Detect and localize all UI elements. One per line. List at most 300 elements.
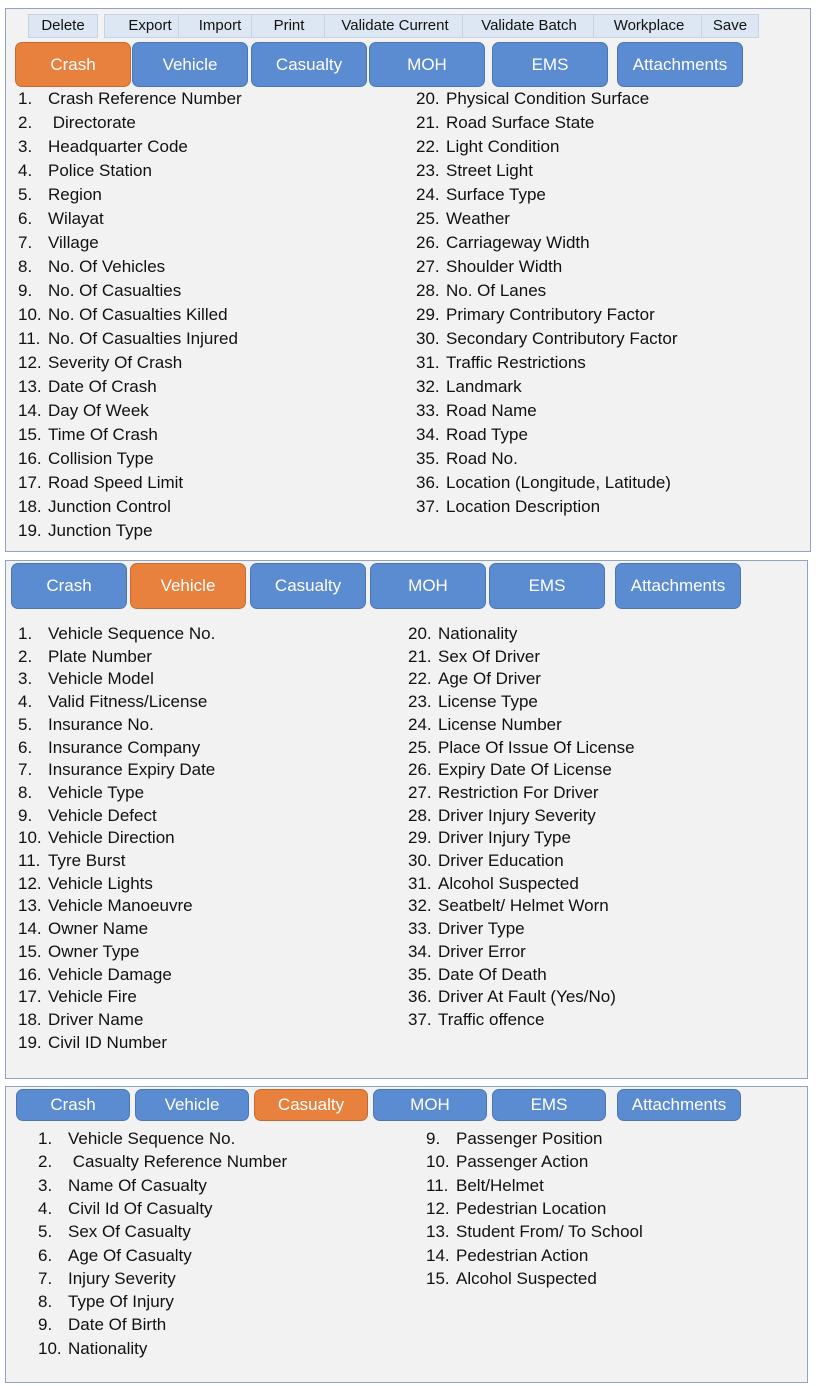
vehicle-field-item — [18, 828, 175, 848]
field-number: 10. — [426, 1152, 450, 1172]
field-label: Civil ID Number — [48, 1032, 168, 1052]
field-number: 10. — [18, 828, 42, 848]
field-number: 29. — [416, 305, 440, 324]
crash-field-item — [18, 209, 104, 229]
field-number: 1. — [38, 1129, 53, 1148]
field-label: Tyre Burst — [48, 851, 126, 870]
field-number: 37. — [416, 497, 440, 516]
field-number: 3. — [18, 669, 33, 689]
crash-field-item — [18, 473, 183, 493]
vehicle-field-item — [18, 987, 137, 1007]
field-number: 10. — [38, 1338, 62, 1358]
field-label: Junction Control — [48, 497, 171, 516]
field-label: Weather — [446, 209, 510, 228]
field-label: Shoulder Width — [446, 257, 563, 276]
field-label: Vehicle Type — [48, 782, 145, 802]
casualty-field-item — [38, 1222, 191, 1242]
casualty-field-item — [38, 1176, 207, 1196]
vehicle-tab-moh[interactable]: MOH — [370, 563, 486, 609]
vehicle-field-item — [18, 715, 154, 735]
vehicle-field-item — [408, 760, 612, 780]
field-number: 7. — [38, 1268, 53, 1288]
vehicle-field-item — [408, 692, 538, 712]
field-number: 8. — [18, 782, 33, 802]
field-number: 9. — [426, 1129, 441, 1148]
vehicle-field-item — [408, 965, 547, 985]
field-label: No. Of Casualties Injured — [48, 329, 238, 348]
vehicle-field-item — [408, 828, 571, 848]
vehicle-field-item — [408, 647, 540, 667]
field-number: 25. — [416, 209, 440, 228]
field-number: 11. — [18, 329, 41, 348]
crash-field-item — [416, 281, 546, 301]
field-number: 7. — [18, 233, 33, 252]
crash-field-item — [416, 137, 559, 157]
field-label: Driver Injury Severity — [438, 805, 596, 825]
field-label: Alcohol Suspected — [438, 873, 579, 893]
field-number: 22. — [416, 137, 440, 156]
field-label: Type Of Injury — [68, 1292, 174, 1312]
crash-field-item — [416, 329, 678, 349]
crash-field-item — [416, 425, 528, 445]
field-number: 36. — [416, 473, 440, 492]
crash-field-item — [18, 257, 165, 277]
crash-field-item — [416, 449, 518, 469]
casualty-tab-vehicle[interactable]: Vehicle — [135, 1089, 249, 1121]
field-number: 9. — [18, 281, 33, 300]
field-label: Driver Injury Type — [438, 828, 571, 848]
crash-field-item — [416, 377, 522, 397]
vehicle-field-item — [18, 692, 207, 712]
field-label: Seatbelt/ Helmet Worn — [438, 896, 609, 916]
vehicle-field-item — [408, 896, 609, 916]
save-button[interactable]: Save — [701, 14, 759, 38]
field-number: 16. — [18, 449, 42, 468]
field-label: Name Of Casualty — [68, 1175, 207, 1195]
crash-field-item — [18, 401, 149, 421]
field-number: 37. — [408, 1009, 432, 1029]
field-number: 6. — [18, 737, 33, 757]
field-label: Driver Error — [438, 941, 526, 961]
crash-field-item — [18, 185, 102, 205]
field-label: Passenger Action — [456, 1152, 589, 1172]
vehicle-field-item — [408, 806, 596, 826]
crash-field-item — [416, 161, 533, 181]
field-number: 15. — [18, 941, 42, 961]
field-label: Nationality — [438, 624, 518, 643]
field-label: Time Of Crash — [48, 425, 158, 444]
casualty-field-item — [426, 1222, 643, 1242]
field-number: 15. — [18, 425, 42, 444]
casualty-tab-attachments[interactable]: Attachments — [617, 1089, 741, 1121]
vehicle-field-item — [18, 760, 215, 780]
field-number: 17. — [18, 987, 42, 1007]
field-number: 1. — [18, 89, 33, 108]
field-number: 13. — [426, 1222, 450, 1242]
crash-field-item — [416, 233, 590, 253]
field-label: Restriction For Driver — [438, 782, 599, 802]
crash-field-item — [416, 401, 537, 421]
crash-field-item — [18, 233, 99, 253]
crash-field-item — [416, 113, 594, 133]
field-number: 27. — [408, 782, 432, 802]
field-number: 14. — [18, 919, 42, 939]
casualty-field-item — [38, 1199, 213, 1219]
crash-tab-moh[interactable]: MOH — [369, 42, 485, 87]
field-number: 32. — [408, 896, 432, 916]
field-label: No. Of Casualties — [48, 281, 182, 300]
field-label: Headquarter Code — [48, 137, 188, 156]
field-number: 28. — [416, 281, 440, 300]
field-number: 30. — [416, 329, 440, 348]
field-number: 12. — [426, 1198, 450, 1218]
field-number: 12. — [18, 353, 42, 372]
casualty-field-item — [426, 1269, 597, 1289]
crash-field-item — [18, 137, 188, 157]
vehicle-field-item — [408, 715, 562, 735]
field-number: 20. — [416, 89, 440, 108]
delete-button[interactable]: Delete — [28, 14, 98, 38]
crash-field-item — [416, 353, 586, 373]
field-number: 21. — [416, 113, 440, 132]
casualty-tab-moh[interactable]: MOH — [373, 1089, 487, 1121]
field-number: 32. — [416, 377, 440, 396]
crash-field-item — [18, 449, 154, 469]
field-label: Injury Severity — [68, 1268, 176, 1288]
casualty-field-item — [38, 1129, 235, 1149]
field-label: Location Description — [446, 497, 601, 516]
field-label: Student From/ To School — [456, 1222, 643, 1242]
field-number: 35. — [408, 964, 432, 984]
crash-field-item — [416, 89, 649, 109]
vehicle-field-item — [408, 874, 579, 894]
field-number: 5. — [38, 1222, 53, 1242]
field-number: 1. — [18, 624, 33, 643]
field-label: Plate Number — [48, 646, 152, 666]
crash-field-item — [416, 305, 655, 325]
vehicle-field-item — [18, 738, 200, 758]
casualty-field-item — [426, 1246, 588, 1266]
field-number: 34. — [416, 425, 440, 444]
vehicle-field-item — [18, 874, 153, 894]
field-label: Age Of Driver — [438, 669, 541, 689]
field-number: 13. — [18, 896, 42, 916]
field-label: Village — [48, 233, 99, 252]
field-number: 24. — [408, 714, 432, 734]
vehicle-field-item — [18, 851, 125, 871]
field-number: 11. — [18, 851, 41, 870]
field-number: 34. — [408, 941, 432, 961]
crash-field-item — [416, 257, 562, 277]
vehicle-field-item — [408, 624, 517, 644]
field-number: 25. — [408, 737, 432, 757]
field-label: Owner Type — [48, 941, 140, 961]
field-label: Vehicle Sequence No. — [48, 624, 216, 643]
field-number: 26. — [408, 760, 432, 780]
validate-current-button[interactable]: Validate Current — [324, 14, 466, 38]
field-number: 31. — [408, 873, 432, 893]
field-number: 6. — [38, 1245, 53, 1265]
field-number: 12. — [18, 873, 42, 893]
import-button[interactable]: Import — [178, 14, 262, 38]
field-label: Vehicle Fire — [48, 987, 137, 1007]
field-number: 5. — [18, 714, 33, 734]
field-label: Road Type — [446, 425, 528, 444]
vehicle-field-item — [408, 919, 525, 939]
field-number: 30. — [408, 851, 432, 870]
field-label: Physical Condition Surface — [446, 89, 650, 108]
field-number: 8. — [18, 257, 33, 276]
field-number: 4. — [38, 1198, 53, 1218]
vehicle-field-item — [18, 942, 139, 962]
vehicle-panel — [5, 560, 808, 1079]
field-label: No. Of Casualties Killed — [48, 305, 228, 324]
vehicle-field-item — [18, 647, 152, 667]
vehicle-field-item — [18, 669, 154, 689]
field-number: 11. — [426, 1175, 449, 1195]
field-label: Road No. — [446, 449, 518, 468]
casualty-field-item — [38, 1152, 287, 1172]
vehicle-field-item — [18, 919, 148, 939]
crash-tab-crash[interactable]: Crash — [15, 42, 131, 87]
casualty-field-item — [38, 1315, 166, 1335]
field-number: 24. — [416, 185, 440, 204]
casualty-field-item — [38, 1269, 176, 1289]
vehicle-field-item — [18, 624, 215, 644]
field-label: Driver Education — [438, 851, 564, 870]
field-number: 10. — [18, 305, 42, 324]
field-number: 31. — [416, 353, 440, 372]
field-number: 2. — [18, 113, 33, 132]
field-label: Day Of Week — [48, 401, 149, 420]
crash-field-item — [18, 305, 228, 325]
field-label: Driver Name — [48, 1009, 144, 1029]
field-label: Directorate — [48, 113, 136, 132]
crash-field-item — [18, 161, 152, 181]
casualty-tab-ems[interactable]: EMS — [492, 1089, 606, 1121]
field-number: 35. — [416, 449, 440, 468]
field-number: 15. — [426, 1268, 450, 1288]
field-label: Place Of Issue Of License — [438, 737, 635, 757]
field-number: 18. — [18, 497, 42, 516]
crash-field-item — [416, 185, 546, 205]
field-label: Vehicle Model — [48, 669, 154, 689]
field-label: Driver At Fault (Yes/No) — [438, 987, 616, 1007]
crash-field-item — [18, 281, 181, 301]
field-label: Owner Name — [48, 919, 149, 939]
field-label: License Type — [438, 692, 538, 712]
field-label: Vehicle Direction — [48, 828, 175, 848]
field-label: Crash Reference Number — [48, 89, 242, 108]
casualty-field-item — [426, 1152, 588, 1172]
crash-field-item — [416, 473, 671, 493]
field-number: 2. — [18, 646, 33, 666]
casualty-field-item — [38, 1246, 192, 1266]
casualty-field-item — [38, 1292, 174, 1312]
field-number: 19. — [18, 1032, 42, 1052]
field-number: 23. — [416, 161, 440, 180]
vehicle-tab-ems[interactable]: EMS — [489, 563, 605, 609]
vehicle-field-item — [408, 987, 616, 1007]
field-label: Date Of Death — [438, 964, 547, 984]
field-number: 6. — [18, 209, 33, 228]
field-number: 36. — [408, 987, 432, 1007]
field-label: Age Of Casualty — [68, 1245, 192, 1265]
field-number: 19. — [18, 521, 42, 540]
field-number: 22. — [408, 669, 432, 689]
field-number: 28. — [408, 805, 432, 825]
vehicle-tab-attachments[interactable]: Attachments — [615, 563, 741, 609]
field-number: 7. — [18, 760, 33, 780]
workplace-button[interactable]: Workplace — [593, 14, 705, 38]
field-number: 4. — [18, 161, 33, 180]
field-label: Collision Type — [48, 449, 154, 468]
vehicle-field-item — [18, 965, 172, 985]
crash-tab-vehicle[interactable]: Vehicle — [132, 42, 248, 87]
field-label: Road Speed Limit — [48, 473, 184, 492]
field-label: Sex Of Casualty — [68, 1222, 191, 1242]
vehicle-field-item — [408, 669, 541, 689]
field-label: Location (Longitude, Latitude) — [446, 473, 671, 492]
field-number: 3. — [38, 1175, 53, 1195]
field-label: Alcohol Suspected — [456, 1268, 597, 1288]
validate-batch-button[interactable]: Validate Batch — [462, 14, 596, 38]
vehicle-tab-bar — [6, 561, 807, 621]
crash-field-item — [18, 113, 136, 133]
field-number: 26. — [416, 233, 440, 252]
crash-tab-bar — [6, 9, 810, 74]
crash-field-item — [18, 377, 157, 397]
vehicle-field-item — [18, 783, 144, 803]
casualty-panel — [5, 1086, 808, 1383]
casualty-tab-casualty[interactable]: Casualty — [254, 1089, 368, 1121]
vehicle-field-item — [408, 783, 599, 803]
field-label: Wilayat — [48, 209, 104, 228]
field-number: 2. — [38, 1152, 53, 1172]
field-label: Road Name — [446, 401, 537, 420]
field-label: Landmark — [446, 377, 522, 396]
field-label: Belt/Helmet — [456, 1175, 544, 1195]
field-label: No. Of Lanes — [446, 281, 547, 300]
vehicle-tab-casualty[interactable]: Casualty — [250, 563, 366, 609]
crash-tab-casualty[interactable]: Casualty — [251, 42, 367, 87]
field-label: Traffic Restrictions — [446, 353, 586, 372]
field-label: Passenger Position — [456, 1129, 603, 1148]
vehicle-tab-vehicle[interactable]: Vehicle — [130, 563, 246, 609]
vehicle-field-item — [18, 1033, 167, 1053]
field-label: Pedestrian Location — [456, 1198, 607, 1218]
crash-field-item — [18, 425, 158, 445]
vehicle-field-item — [18, 896, 193, 916]
crash-tab-ems[interactable]: EMS — [492, 42, 608, 87]
field-number: 29. — [408, 828, 432, 848]
vehicle-field-item — [408, 1010, 544, 1030]
field-label: Vehicle Manoeuvre — [48, 896, 193, 916]
field-label: Valid Fitness/License — [48, 692, 208, 712]
field-label: Date Of Crash — [48, 377, 157, 396]
vehicle-field-item — [408, 942, 526, 962]
casualty-field-item — [426, 1199, 606, 1219]
field-number: 20. — [408, 624, 432, 643]
field-label: Road Surface State — [446, 113, 595, 132]
field-label: Nationality — [68, 1338, 148, 1358]
field-number: 27. — [416, 257, 440, 276]
field-label: No. Of Vehicles — [48, 257, 166, 276]
field-label: Region — [48, 185, 102, 204]
field-number: 18. — [18, 1009, 42, 1029]
field-number: 5. — [18, 185, 33, 204]
field-label: Vehicle Lights — [48, 873, 153, 893]
casualty-field-item — [38, 1339, 147, 1359]
field-label: Sex Of Driver — [438, 646, 541, 666]
vehicle-field-item — [18, 806, 157, 826]
field-label: Expiry Date Of License — [438, 760, 612, 780]
field-label: Primary Contributory Factor — [446, 305, 655, 324]
field-label: Civil Id Of Casualty — [68, 1198, 213, 1218]
print-button[interactable]: Print — [251, 14, 327, 38]
field-number: 16. — [18, 964, 42, 984]
field-number: 23. — [408, 692, 432, 712]
vehicle-field-item — [408, 738, 635, 758]
field-label: Vehicle Defect — [48, 805, 157, 825]
crash-field-item — [416, 497, 600, 517]
field-number: 33. — [416, 401, 440, 420]
field-label: License Number — [438, 714, 562, 734]
field-label: Driver Type — [438, 919, 525, 939]
vehicle-field-item — [408, 851, 564, 871]
field-label: Secondary Contributory Factor — [446, 329, 678, 348]
field-label: Police Station — [48, 161, 152, 180]
field-number: 21. — [408, 646, 432, 666]
field-number: 17. — [18, 473, 42, 492]
crash-field-item — [18, 89, 242, 109]
field-number: 33. — [408, 919, 432, 939]
field-label: Traffic offence — [438, 1009, 545, 1029]
field-number: 9. — [18, 805, 33, 825]
crash-tab-attachments[interactable]: Attachments — [617, 42, 743, 87]
field-label: Vehicle Damage — [48, 964, 172, 984]
vehicle-tab-crash[interactable]: Crash — [11, 563, 127, 609]
crash-field-item — [18, 521, 153, 541]
field-label: Casualty Reference Number — [68, 1152, 288, 1172]
field-number: 3. — [18, 137, 33, 156]
crash-field-item — [18, 497, 171, 517]
field-label: Insurance Company — [48, 737, 201, 757]
field-number: 14. — [18, 401, 42, 420]
field-label: Light Condition — [446, 137, 560, 156]
crash-field-item — [18, 329, 238, 349]
casualty-field-item — [426, 1176, 544, 1196]
crash-panel — [5, 8, 811, 552]
field-number: 9. — [38, 1315, 53, 1335]
export-button[interactable]: Export — [104, 14, 196, 38]
field-number: 4. — [18, 692, 33, 712]
field-label: Severity Of Crash — [48, 353, 183, 372]
field-label: Vehicle Sequence No. — [68, 1129, 236, 1148]
field-label: Street Light — [446, 161, 533, 180]
field-number: 8. — [38, 1292, 53, 1312]
crash-field-item — [416, 209, 510, 229]
field-label: Carriageway Width — [446, 233, 590, 252]
vehicle-field-item — [18, 1010, 143, 1030]
field-number: 14. — [426, 1245, 450, 1265]
field-label: Surface Type — [446, 185, 546, 204]
casualty-field-item — [426, 1129, 602, 1149]
field-label: Insurance No. — [48, 714, 154, 734]
crash-field-item — [18, 353, 182, 373]
casualty-tab-crash[interactable]: Crash — [16, 1089, 130, 1121]
field-label: Junction Type — [48, 521, 153, 540]
